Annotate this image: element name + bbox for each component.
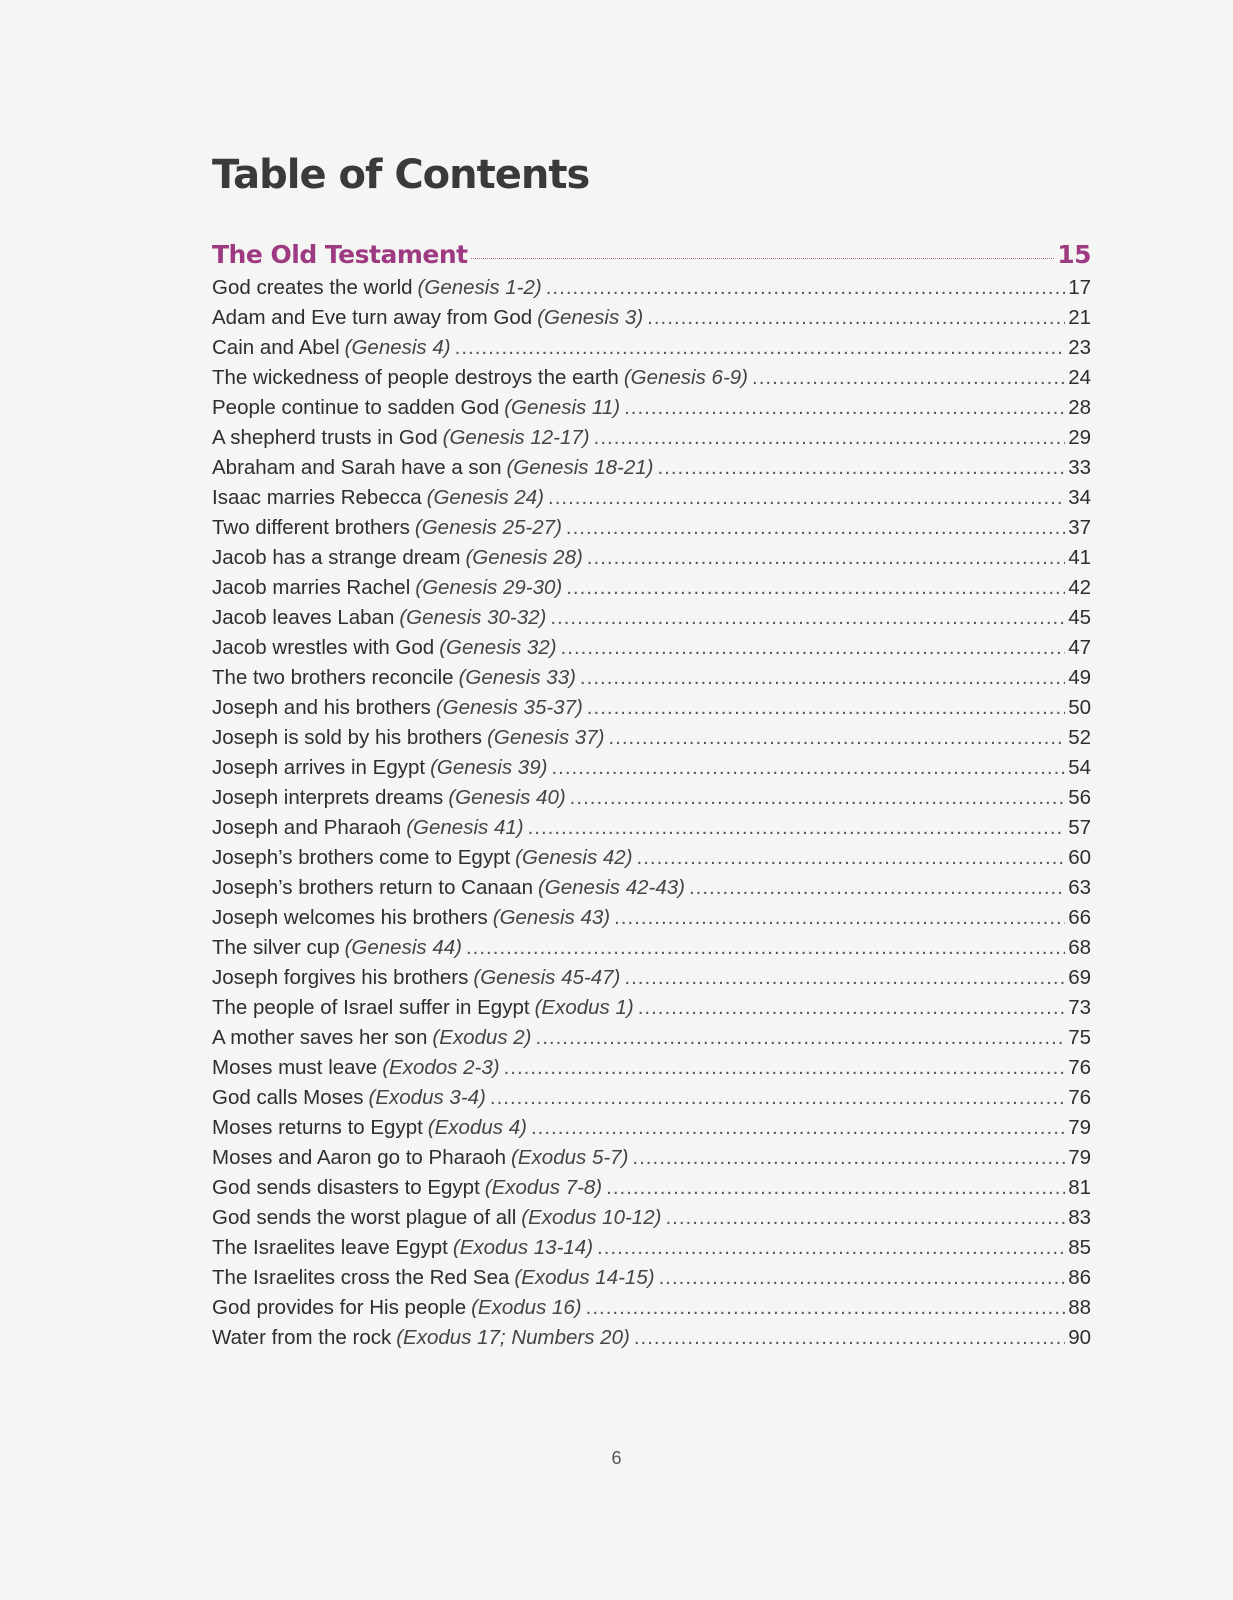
toc-entry (212, 1146, 1091, 1176)
entry-reference: (Genesis 42-43) (537, 876, 685, 899)
toc-entry (212, 1296, 1091, 1326)
entry-title: Joseph forgives his brothers (212, 966, 469, 989)
section-page-number: 15 (1057, 240, 1091, 269)
entry-reference: (Exodus 4) (427, 1116, 527, 1139)
dot-leader (608, 726, 1065, 750)
dot-leader (594, 426, 1065, 450)
entry-reference: (Exodos 2-3) (382, 1056, 500, 1079)
toc-entry (212, 396, 1091, 426)
toc-entry (212, 1116, 1091, 1146)
section-title: The Old Testament (212, 240, 468, 269)
entry-title: The wickedness of people destroys the earth (212, 366, 619, 389)
toc-entry (212, 666, 1091, 696)
entry-reference: (Genesis 42) (515, 846, 633, 869)
entry-title: Joseph’s brothers return to Canaan (212, 876, 533, 899)
entry-title: Joseph welcomes his brothers (212, 906, 488, 929)
entry-page-number: 54 (1068, 756, 1091, 779)
dot-leader (689, 876, 1065, 900)
entry-page-number: 85 (1068, 1236, 1091, 1259)
entry-reference: (Genesis 4) (344, 336, 451, 359)
toc-entry (212, 426, 1091, 456)
entry-title: Moses returns to Egypt (212, 1116, 423, 1139)
dot-leader (647, 306, 1065, 330)
entry-title: A mother saves her son (212, 1026, 428, 1049)
entry-title: People continue to sadden God (212, 396, 500, 419)
entry-title: God sends disasters to Egypt (212, 1176, 480, 1199)
entry-reference: (Genesis 30-32) (399, 606, 547, 629)
toc-entry (212, 1236, 1091, 1266)
entry-page-number: 47 (1068, 636, 1091, 659)
toc-entry (212, 636, 1091, 666)
entry-reference: (Genesis 25-27) (414, 516, 562, 539)
section-heading-old-testament (212, 240, 1091, 276)
entry-title: Jacob has a strange dream (212, 546, 461, 569)
entry-page-number: 21 (1068, 306, 1091, 329)
dot-leader (624, 396, 1065, 420)
dot-leader (659, 1266, 1065, 1290)
dot-leader (632, 1146, 1065, 1170)
toc-entry (212, 996, 1091, 1026)
table-of-contents (212, 240, 1091, 1356)
entry-page-number: 33 (1068, 456, 1091, 479)
entry-title: God calls Moses (212, 1086, 364, 1109)
entry-reference: (Genesis 28) (465, 546, 583, 569)
dot-leader (597, 1236, 1065, 1260)
dot-leader (566, 576, 1065, 600)
toc-entry (212, 456, 1091, 486)
dot-leader (471, 258, 1055, 259)
entry-reference: (Genesis 39) (430, 756, 548, 779)
dot-leader (665, 1206, 1065, 1230)
dot-leader (531, 1116, 1065, 1140)
entry-page-number: 17 (1068, 276, 1091, 299)
entry-page-number: 52 (1068, 726, 1091, 749)
entry-page-number: 73 (1068, 996, 1091, 1019)
entry-reference: (Exodus 5-7) (511, 1146, 629, 1169)
entry-reference: (Genesis 45-47) (473, 966, 621, 989)
toc-entry (212, 726, 1091, 756)
dot-leader (566, 516, 1065, 540)
entry-title: Jacob wrestles with God (212, 636, 435, 659)
entry-reference: (Exodus 1) (534, 996, 634, 1019)
entry-title: Jacob marries Rachel (212, 576, 411, 599)
entry-page-number: 81 (1068, 1176, 1091, 1199)
entry-page-number: 42 (1068, 576, 1091, 599)
entry-title: Joseph and his brothers (212, 696, 431, 719)
dot-leader (614, 906, 1065, 930)
dot-leader (490, 1086, 1065, 1110)
entry-page-number: 34 (1068, 486, 1091, 509)
page-title: Table of Contents (212, 152, 590, 198)
entry-reference: (Genesis 6-9) (623, 366, 749, 389)
dot-leader (551, 756, 1065, 780)
entry-title: Moses must leave (212, 1056, 378, 1079)
dot-leader (624, 966, 1065, 990)
dot-leader (455, 336, 1065, 360)
dot-leader (606, 1176, 1065, 1200)
entry-page-number: 29 (1068, 426, 1091, 449)
dot-leader (570, 786, 1065, 810)
toc-entry-list (212, 276, 1091, 1356)
entry-reference: (Exodus 2) (432, 1026, 532, 1049)
entry-reference: (Exodus 7-8) (484, 1176, 603, 1199)
entry-title: God provides for His people (212, 1296, 467, 1319)
entry-title: A shepherd trusts in God (212, 426, 438, 449)
entry-page-number: 90 (1068, 1326, 1091, 1349)
toc-entry (212, 786, 1091, 816)
dot-leader (637, 846, 1065, 870)
dot-leader (587, 546, 1065, 570)
entry-title: God sends the worst plague of all (212, 1206, 517, 1229)
entry-page-number: 76 (1068, 1056, 1091, 1079)
entry-title: Abraham and Sarah have a son (212, 456, 502, 479)
entry-reference: (Genesis 29-30) (415, 576, 563, 599)
entry-page-number: 50 (1068, 696, 1091, 719)
dot-leader (466, 936, 1065, 960)
toc-entry (212, 846, 1091, 876)
entry-page-number: 79 (1068, 1116, 1091, 1139)
entry-title: The silver cup (212, 936, 340, 959)
dot-leader (550, 606, 1065, 630)
entry-title: Cain and Abel (212, 336, 340, 359)
entry-reference: (Genesis 35-37) (435, 696, 583, 719)
dot-leader (548, 486, 1065, 510)
entry-page-number: 76 (1068, 1086, 1091, 1109)
toc-entry (212, 936, 1091, 966)
entry-page-number: 28 (1068, 396, 1091, 419)
dot-leader (586, 1296, 1065, 1320)
entry-reference: (Genesis 41) (406, 816, 524, 839)
entry-page-number: 66 (1068, 906, 1091, 929)
dot-leader (536, 1026, 1065, 1050)
entry-reference: (Genesis 24) (426, 486, 544, 509)
toc-entry (212, 1206, 1091, 1236)
entry-reference: (Genesis 40) (448, 786, 566, 809)
entry-page-number: 75 (1068, 1026, 1091, 1049)
entry-title: Water from the rock (212, 1326, 392, 1349)
entry-page-number: 24 (1068, 366, 1091, 389)
toc-entry (212, 366, 1091, 396)
entry-reference: (Genesis 32) (439, 636, 557, 659)
entry-title: Two different brothers (212, 516, 410, 539)
entry-page-number: 37 (1068, 516, 1091, 539)
entry-reference: (Exodus 17; Numbers 20) (396, 1326, 630, 1349)
toc-entry (212, 1056, 1091, 1086)
entry-page-number: 23 (1068, 336, 1091, 359)
dot-leader (587, 696, 1065, 720)
entry-title: Isaac marries Rebecca (212, 486, 422, 509)
entry-reference: (Genesis 18-21) (506, 456, 654, 479)
entry-reference: (Exodus 10-12) (521, 1206, 662, 1229)
entry-page-number: 69 (1068, 966, 1091, 989)
entry-page-number: 63 (1068, 876, 1091, 899)
toc-entry (212, 816, 1091, 846)
entry-reference: (Genesis 37) (487, 726, 605, 749)
toc-entry (212, 1086, 1091, 1116)
entry-page-number: 83 (1068, 1206, 1091, 1229)
toc-entry (212, 876, 1091, 906)
entry-page-number: 60 (1068, 846, 1091, 869)
toc-entry (212, 906, 1091, 936)
entry-title: Jacob leaves Laban (212, 606, 395, 629)
entry-title: Joseph arrives in Egypt (212, 756, 426, 779)
toc-entry (212, 576, 1091, 606)
entry-page-number: 86 (1068, 1266, 1091, 1289)
entry-title: Moses and Aaron go to Pharaoh (212, 1146, 507, 1169)
page-number: 6 (611, 1448, 622, 1468)
toc-entry (212, 516, 1091, 546)
entry-page-number: 79 (1068, 1146, 1091, 1169)
entry-title: Joseph interprets dreams (212, 786, 444, 809)
entry-title: Joseph’s brothers come to Egypt (212, 846, 511, 869)
dot-leader (634, 1326, 1065, 1350)
entry-title: The Israelites cross the Red Sea (212, 1266, 510, 1289)
toc-entry (212, 1326, 1091, 1356)
toc-entry (212, 486, 1091, 516)
dot-leader (580, 666, 1065, 690)
toc-entry (212, 306, 1091, 336)
toc-entry (212, 336, 1091, 366)
entry-title: Adam and Eve turn away from God (212, 306, 533, 329)
toc-entry (212, 1266, 1091, 1296)
toc-entry (212, 276, 1091, 306)
entry-page-number: 49 (1068, 666, 1091, 689)
dot-leader (752, 366, 1065, 390)
toc-entry (212, 966, 1091, 996)
dot-leader (561, 636, 1065, 660)
entry-title: God creates the world (212, 276, 413, 299)
entry-reference: (Genesis 33) (458, 666, 576, 689)
toc-entry (212, 756, 1091, 786)
dot-leader (657, 456, 1065, 480)
dot-leader (528, 816, 1065, 840)
toc-entry (212, 546, 1091, 576)
entry-reference: (Genesis 3) (537, 306, 644, 329)
entry-title: Joseph is sold by his brothers (212, 726, 483, 749)
entry-reference: (Exodus 14-15) (514, 1266, 655, 1289)
entry-reference: (Exodus 3-4) (368, 1086, 486, 1109)
entry-title: The people of Israel suffer in Egypt (212, 996, 530, 1019)
dot-leader (638, 996, 1065, 1020)
toc-entry (212, 696, 1091, 726)
entry-title: The two brothers reconcile (212, 666, 454, 689)
entry-reference: (Genesis 44) (344, 936, 462, 959)
entry-page-number: 68 (1068, 936, 1091, 959)
entry-page-number: 56 (1068, 786, 1091, 809)
entry-page-number: 88 (1068, 1296, 1091, 1319)
entry-reference: (Exodus 13-14) (452, 1236, 594, 1259)
toc-entry (212, 1176, 1091, 1206)
entry-reference: (Genesis 43) (492, 906, 611, 929)
entry-page-number: 57 (1068, 816, 1091, 839)
entry-title: The Israelites leave Egypt (212, 1236, 448, 1259)
dot-leader (504, 1056, 1065, 1080)
entry-page-number: 45 (1068, 606, 1091, 629)
entry-reference: (Genesis 1-2) (417, 276, 542, 299)
toc-entry (212, 1026, 1091, 1056)
entry-reference: (Genesis 12-17) (442, 426, 590, 449)
toc-entry (212, 606, 1091, 636)
entry-reference: (Exodus 16) (471, 1296, 582, 1319)
entry-reference: (Genesis 11) (504, 396, 621, 419)
entry-title: Joseph and Pharaoh (212, 816, 402, 839)
dot-leader (546, 276, 1065, 300)
entry-page-number: 41 (1068, 546, 1091, 569)
